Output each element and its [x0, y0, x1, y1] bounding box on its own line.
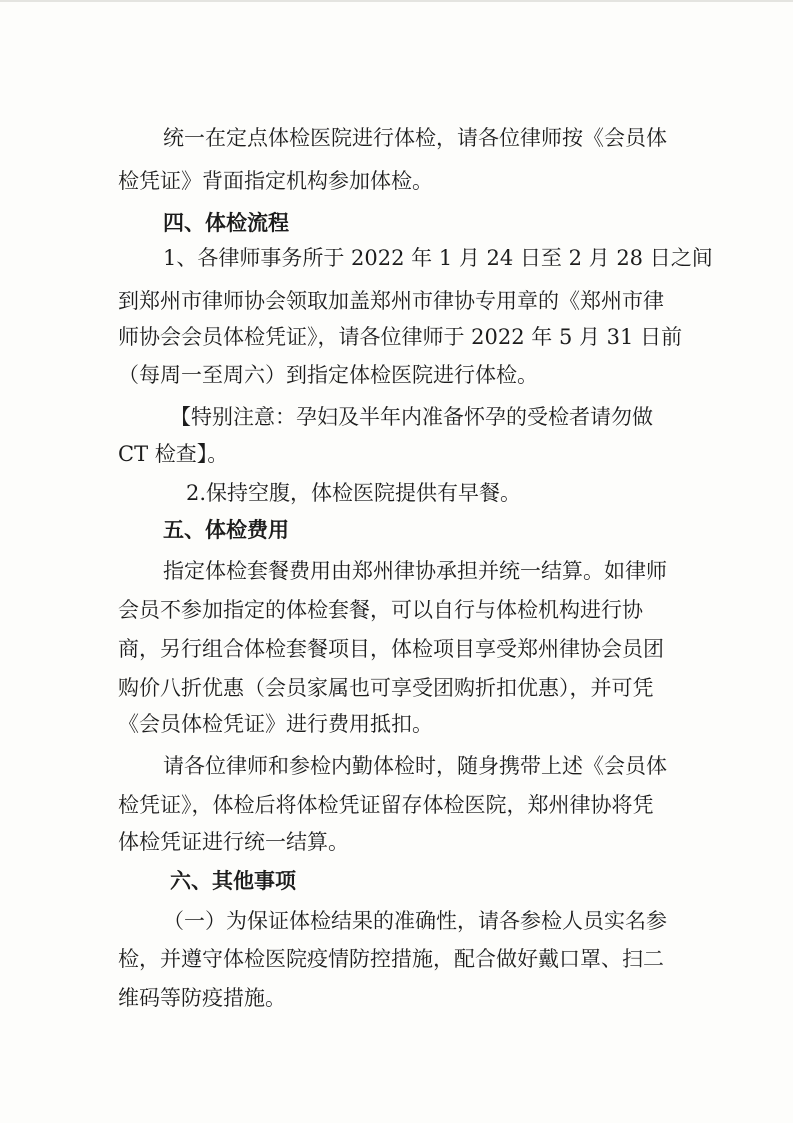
text-line: （一）为保证体检结果的准确性，请各参检人员实名参	[163, 909, 667, 933]
text-line: 统一在定点体检医院进行体检，请各位律师按《会员体	[163, 126, 667, 150]
text-line: 商，另行组合体检套餐项目，体检项目享受郑州律协会员团	[118, 637, 664, 661]
text-line: 检凭证》，体检后将体检凭证留存体检医院，郑州律协将凭	[118, 793, 654, 817]
text-line: 师协会会员体检凭证》，请各位律师于 2022 年 5 月 31 日前	[118, 325, 683, 349]
text-line: 体检凭证进行统一结算。	[118, 830, 349, 854]
text-line: 检凭证》背面指定机构参加体检。	[118, 169, 433, 193]
text-line: 2.保持空腹，体检医院提供有早餐。	[186, 481, 522, 505]
page-top-edge	[0, 0, 793, 2]
text-line: 请各位律师和参检内勤体检时，随身携带上述《会员体	[163, 754, 667, 778]
text-line: 到郑州市律师协会领取加盖郑州市律协专用章的《郑州市律	[118, 289, 664, 313]
section-heading-fees: 五、体检费用	[163, 518, 289, 542]
text-line: 会员不参加指定的体检套餐，可以自行与体检机构进行协	[118, 598, 643, 622]
text-line: 《会员体检凭证》进行费用抵扣。	[118, 712, 433, 736]
text-line: 1、各律师事务所于 2022 年 1 月 24 日至 2 月 28 日之间	[163, 246, 713, 270]
section-heading-other: 六、其他事项	[170, 869, 296, 893]
text-line: 购价八折优惠（会员家属也可享受团购折扣优惠），并可凭	[118, 676, 654, 700]
text-line: CT 检查】。	[118, 442, 229, 466]
section-heading-process: 四、体检流程	[163, 211, 289, 235]
text-line: 维码等防疫措施。	[118, 986, 286, 1010]
text-line: （每周一至周六）到指定体检医院进行体检。	[118, 363, 538, 387]
special-notice: 【特别注意：孕妇及半年内准备怀孕的受检者请勿做	[170, 405, 653, 429]
text-line: 检，并遵守体检医院疫情防控措施，配合做好戴口罩、扫二	[118, 947, 664, 971]
text-line: 指定体检套餐费用由郑州律协承担并统一结算。如律师	[163, 559, 667, 583]
